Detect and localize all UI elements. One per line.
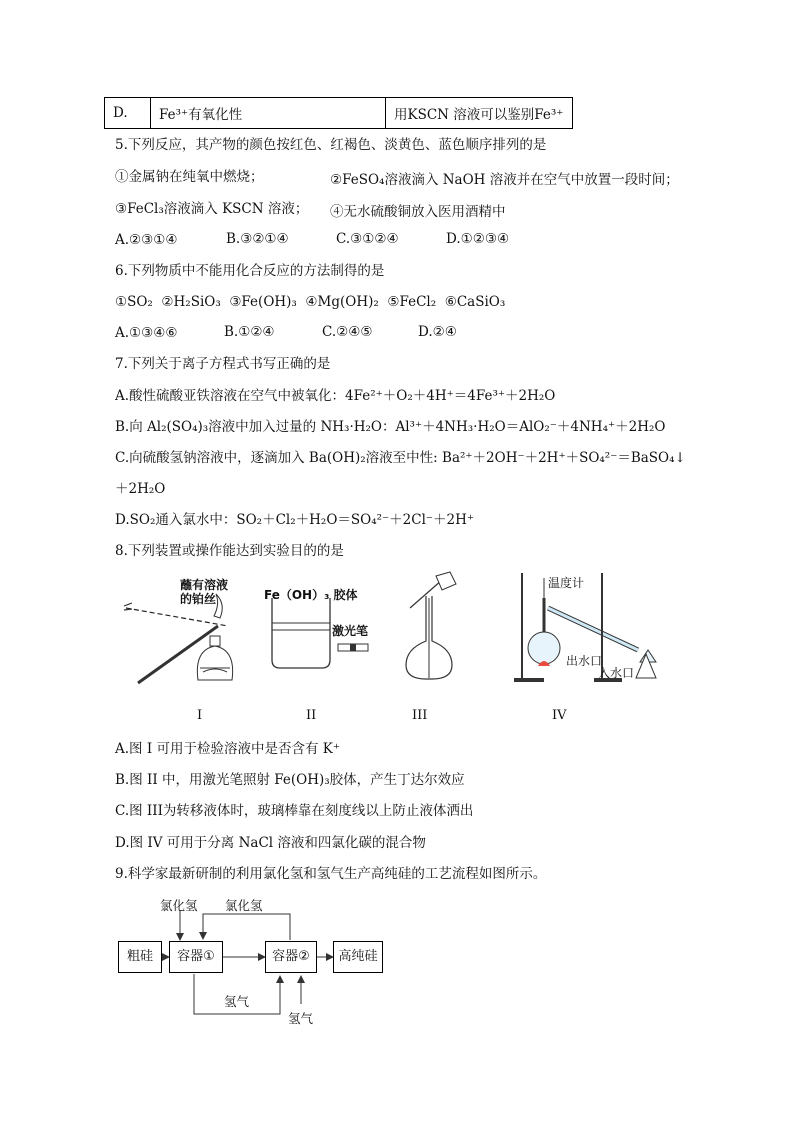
q7-option-c: C.向硫酸氢钠溶液中，逐滴加入 Ba(OH)₂溶液至中性: Ba²⁺＋2OH⁻＋2H⁺＋SO₄²⁻＝BaSO₄↓ bbox=[115, 450, 686, 466]
flow-label-hcl-in: 氯化氢 bbox=[160, 898, 198, 913]
answer-table bbox=[104, 97, 573, 129]
flow-box-pure-silicon: 高纯硅 bbox=[333, 941, 383, 973]
figure-label-2: II bbox=[306, 708, 317, 723]
fig4-thermometer-label: 温度计 bbox=[548, 576, 585, 590]
table-cell: 用KSCN 溶液可以鉴别Fe³⁺ bbox=[386, 98, 573, 129]
q6-option-a: A.①③④⑥ bbox=[115, 325, 178, 341]
table-cell: D. bbox=[105, 98, 151, 129]
figure-label-1: I bbox=[197, 708, 203, 723]
q8-stem: 8.下列装置或操作能达到实验目的的是 bbox=[115, 543, 344, 559]
q8-option-a: A.图 I 可用于检验溶液中是否含有 K⁺ bbox=[115, 741, 340, 757]
q5-item2: ②FeSO₄溶液滴入 NaOH 溶液并在空气中放置一段时间； bbox=[330, 172, 679, 188]
q8-option-d: D.图 IV 可用于分离 NaCl 溶液和四氯化碳的混合物 bbox=[115, 835, 426, 851]
fig1-label: 蘸有溶液 的铂丝 bbox=[180, 578, 229, 606]
table-cell: Fe³⁺有氧化性 bbox=[151, 98, 386, 129]
q6-stem: 6.下列物质中不能用化合反应的方法制得的是 bbox=[115, 263, 385, 279]
q7-option-b: B.向 Al₂(SO₄)₃溶液中加入过量的 NH₃·H₂O：Al³⁺＋4NH₃·H₂O＝AlO₂⁻＋4NH₄⁺＋2H₂O bbox=[115, 419, 666, 435]
figure-label-4: IV bbox=[552, 708, 567, 723]
fig2-pen-label: 激光笔 bbox=[332, 624, 369, 638]
q5-option-b: B.③②①④ bbox=[226, 231, 289, 247]
q6-option-d: D.②④ bbox=[418, 324, 457, 340]
fig4-outlet-label: 出水口 bbox=[566, 654, 603, 668]
figure-label-3: III bbox=[412, 708, 428, 723]
q5-stem: 5.下列反应，其产物的颜色按红色、红褐色、淡黄色、蓝色顺序排列的是 bbox=[115, 137, 547, 153]
q7-option-a: A.酸性硫酸亚铁溶液在空气中被氧化：4Fe²⁺＋O₂＋4H⁺＝4Fe³⁺＋2H₂O bbox=[115, 388, 556, 404]
flow-box-container-2: 容器② bbox=[265, 941, 317, 973]
flow-box-container-1: 容器① bbox=[169, 941, 223, 973]
q5-option-d: D.①②③④ bbox=[446, 231, 510, 247]
flow-label-hcl-loop: 氯化氢 bbox=[225, 898, 263, 913]
q7-stem: 7.下列关于离子方程式书写正确的是 bbox=[115, 356, 331, 372]
fig2-label: Fe（OH）₃ 胶体 bbox=[264, 588, 358, 602]
fig4-inlet-label: 入水口 bbox=[598, 666, 635, 680]
figure-volumetric-flask bbox=[400, 568, 460, 683]
q5-option-a: A.②③①④ bbox=[115, 232, 178, 248]
q5-item4: ④无水硫酸铜放入医用酒精中 bbox=[330, 204, 506, 220]
q6-items: ①SO₂ ②H₂SiO₃ ③Fe(OH)₃ ④Mg(OH)₂ ⑤FeCl₂ ⑥CaSiO₃ bbox=[115, 294, 506, 310]
flow-box-crude-silicon: 粗硅 bbox=[118, 941, 162, 973]
q5-item3: ③FeCl₃溶液滴入 KSCN 溶液； bbox=[115, 201, 309, 217]
q6-option-b: B.①②④ bbox=[224, 324, 275, 340]
q7-option-c-cont: ＋2H₂O bbox=[115, 481, 166, 497]
flow-label-h2-in: 氢气 bbox=[288, 1011, 314, 1026]
table-row bbox=[105, 98, 573, 129]
q8-option-b: B.图 II 中，用激光笔照射 Fe(OH)₃胶体，产生丁达尔效应 bbox=[115, 772, 465, 788]
q5-item1: ①金属钠在纯氧中燃烧； bbox=[115, 169, 264, 185]
q9-stem: 9.科学家最新研制的利用氯化氢和氢气生产高纯硅的工艺流程如图所示。 bbox=[115, 866, 547, 882]
q5-option-c: C.③①②④ bbox=[336, 231, 399, 247]
q8-option-c: C.图 III为转移液体时，玻璃棒靠在刻度线以上防止液体洒出 bbox=[115, 803, 474, 819]
q7-option-d: D.SO₂通入氯水中：SO₂＋Cl₂＋H₂O＝SO₄²⁻＋2Cl⁻＋2H⁺ bbox=[115, 512, 475, 528]
flow-label-h2-loop: 氢气 bbox=[224, 994, 250, 1009]
q6-option-c: C.②④⑤ bbox=[322, 324, 373, 340]
